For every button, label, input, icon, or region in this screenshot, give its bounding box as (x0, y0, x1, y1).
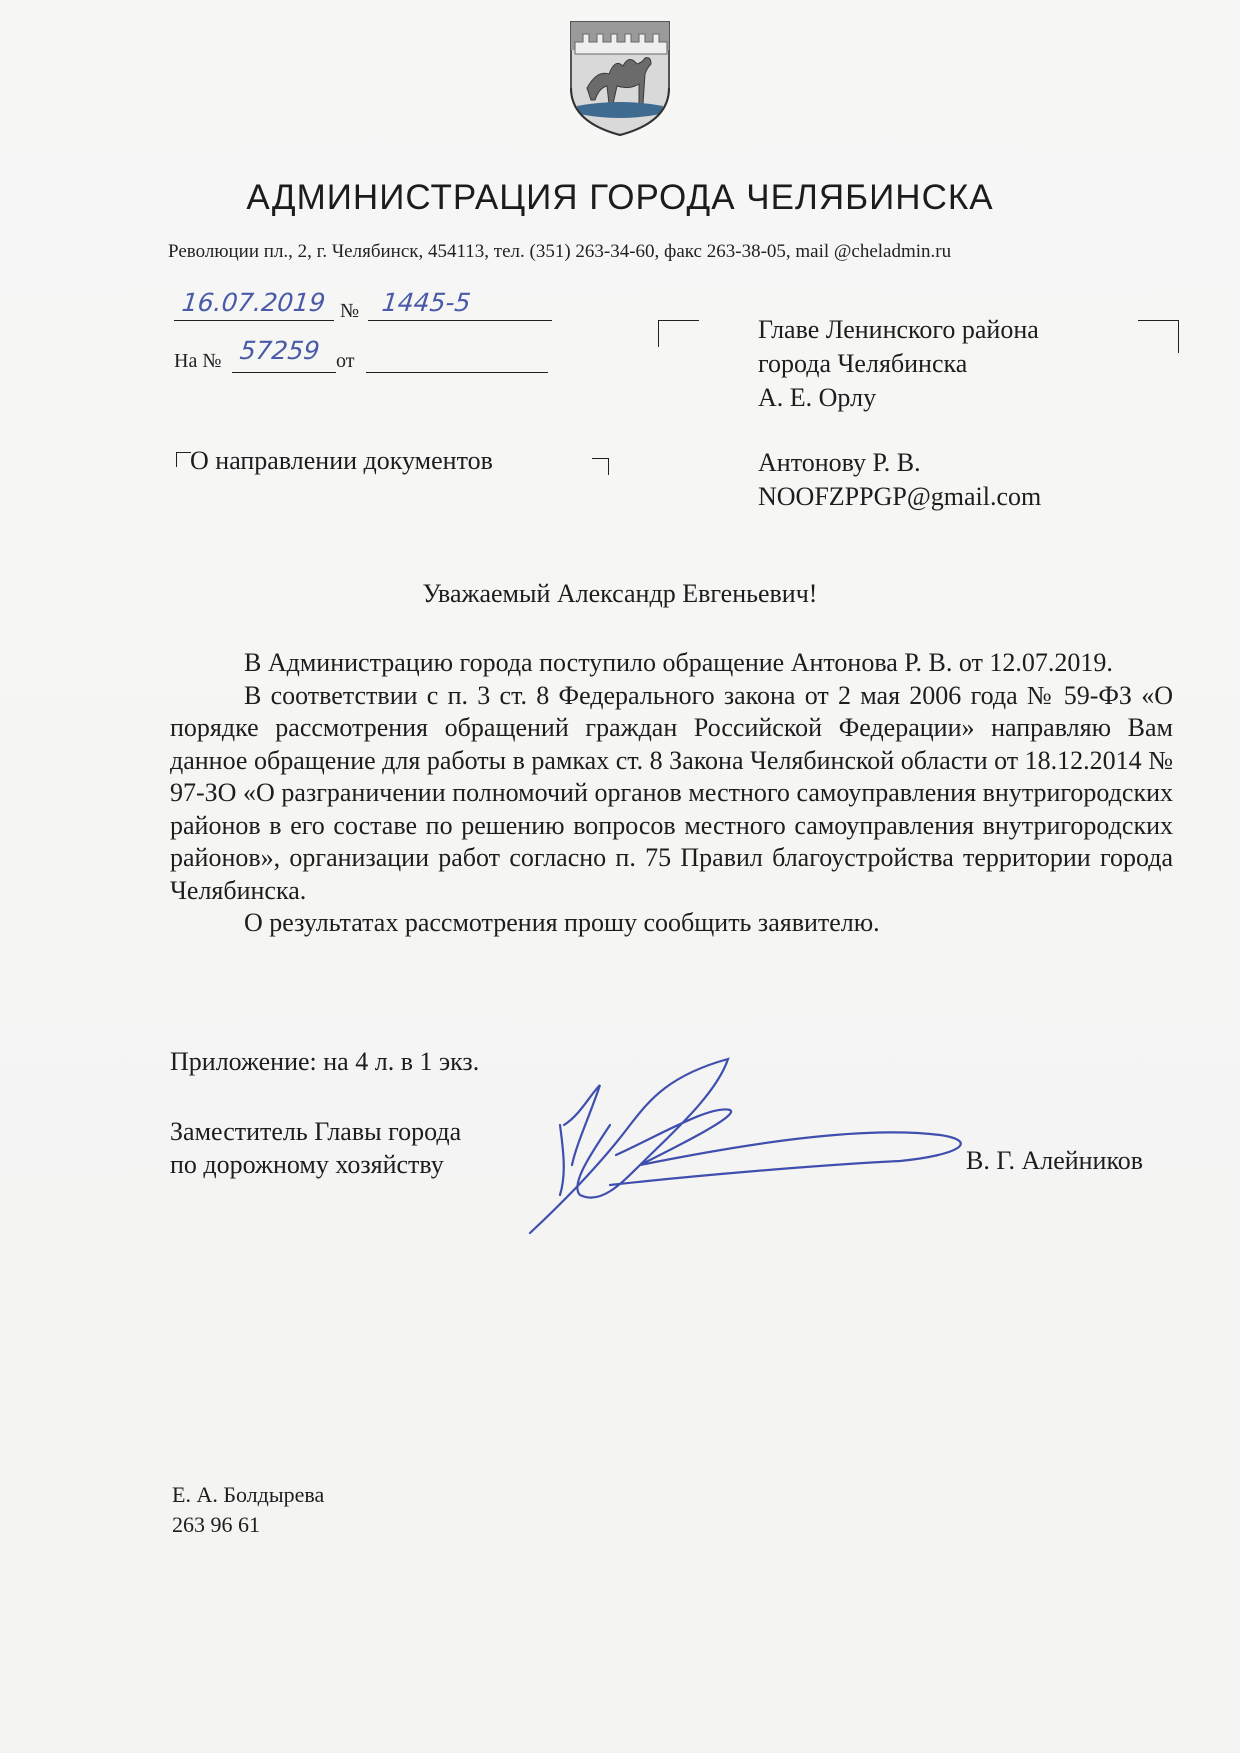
ref-number: 57259 (238, 336, 322, 365)
second-recipient (758, 446, 1041, 514)
signer-position-line2: по дорожному хозяйству (170, 1150, 444, 1179)
outgoing-date: 16.07.2019 (180, 288, 327, 317)
second-recipient-email: NOOFZPPGP@gmail.com (758, 482, 1042, 511)
body-paragraph-2: В соответствии с п. 3 ст. 8 Федерального закона от 2 мая 2006 года № 59-ФЗ «О порядке рассмотрения обращений граждан Российской Федерации» направляю Вам данное обращение для работы в рамках ст. 8 Закона Челябинской области от 18.12.2014 № 97-ЗО «О разграничении полномочий органов местного самоуправления внутригородских районов в его составе по решению вопросов местного самоуправления внутригородских районов», организации работ согласно п. 75 Правил благоустройства территории города Челябинска. (170, 680, 1173, 905)
organization-address: Революции пл., 2, г. Челябинск, 454113, тел. (351) 263-34-60, факс 263-38-05, mail @cheladmin.ru (168, 241, 952, 262)
signature-icon (520, 1055, 980, 1245)
addressee-line1: Главе Ленинского района (758, 315, 1039, 344)
subject-corner-left (176, 452, 191, 467)
coat-of-arms-icon (567, 18, 673, 138)
greeting: Уважаемый Александр Евгеньевич! (422, 579, 818, 608)
addressee-corner-right (1138, 320, 1179, 353)
letter-body (170, 647, 1173, 940)
executor-block (172, 1480, 324, 1540)
addressee-line3: А. Е. Орлу (758, 383, 877, 412)
outgoing-number: 1445-5 (380, 288, 473, 317)
attachment-line: Приложение: на 4 л. в 1 экз. (170, 1047, 480, 1076)
executor-name: Е. А. Болдырева (172, 1482, 325, 1507)
body-paragraph-3: О результатах рассмотрения прошу сообщить заявителю. (244, 908, 880, 937)
signer-position-line1: Заместитель Главы города (170, 1117, 462, 1146)
signer-position (170, 1115, 461, 1181)
organization-title: АДМИНИСТРАЦИЯ ГОРОДА ЧЕЛЯБИНСКА (246, 178, 994, 217)
number-label: № (340, 300, 360, 322)
subject-corner-right (592, 458, 609, 475)
ref-label: На № (174, 350, 222, 372)
addressee-corner-left (658, 320, 699, 347)
executor-phone: 263 96 61 (172, 1512, 260, 1537)
subject-line: О направлении документов (190, 446, 493, 475)
addressee-block (758, 313, 1039, 415)
body-paragraph-1: В Администрацию города поступило обращение Антонова Р. В. от 12.07.2019. (244, 648, 1113, 677)
signer-name: В. Г. Алейников (966, 1146, 1144, 1175)
from-underline (366, 338, 548, 373)
addressee-line2: города Челябинска (758, 349, 968, 378)
second-recipient-name: Антонову Р. В. (758, 448, 921, 477)
from-label: от (336, 350, 355, 372)
